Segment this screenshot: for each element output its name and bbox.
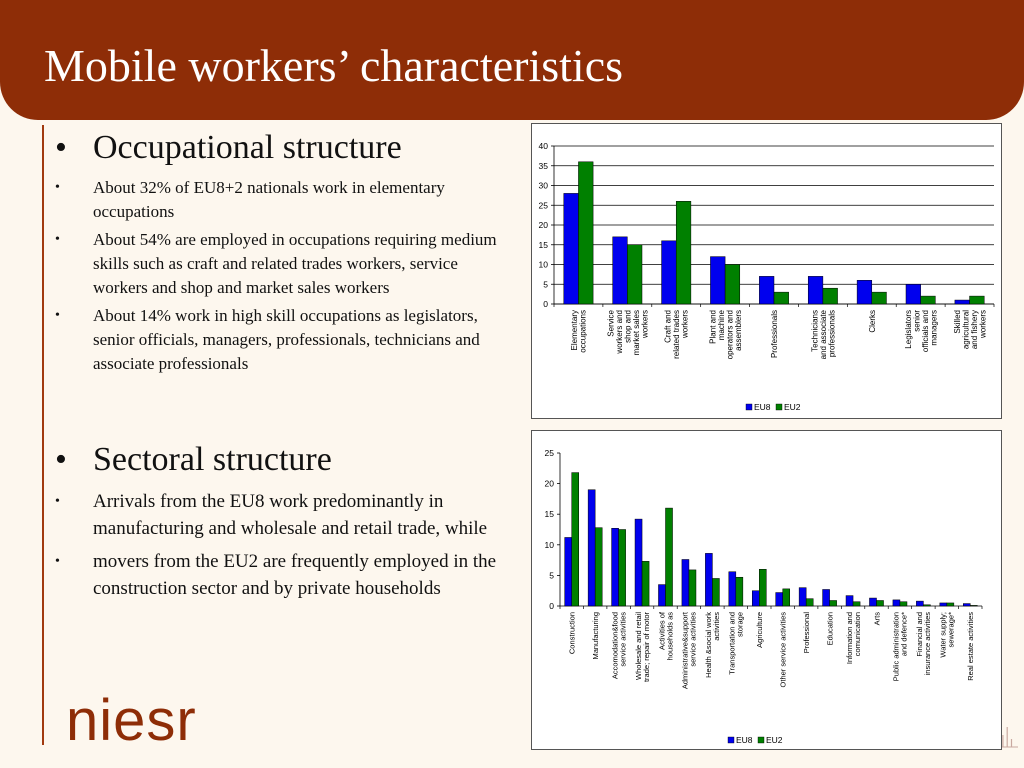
bar-eu8 — [752, 591, 759, 606]
left-divider — [42, 125, 44, 745]
bullet-icon: • — [55, 441, 67, 478]
bar-eu8 — [565, 537, 572, 606]
x-category-label — [728, 612, 745, 675]
x-category-label-line: and associate — [818, 310, 828, 360]
x-category-label-line: Construction — [567, 612, 577, 655]
y-tick-label: 0 — [549, 601, 554, 611]
bar-eu8 — [759, 276, 774, 304]
x-category-label — [872, 612, 881, 626]
x-category-label-line: service activities — [618, 612, 628, 667]
bar-eu8 — [857, 280, 872, 304]
bar-eu2 — [666, 508, 673, 606]
occupation-chart — [531, 123, 1002, 419]
bar-eu2 — [806, 599, 813, 606]
occupation-chart-svg — [532, 124, 1001, 418]
bullet-icon: • — [55, 308, 60, 323]
x-category-label — [570, 310, 588, 353]
legend-label: EU8 — [736, 735, 753, 745]
bar-eu2 — [921, 296, 936, 304]
bar-eu2 — [712, 578, 719, 606]
y-tick-label: 15 — [538, 239, 548, 250]
bar-eu8 — [682, 559, 689, 606]
x-category-label-line: Administrative&support — [680, 612, 690, 690]
x-category-label-line: Real estate activities — [966, 612, 976, 681]
bar-eu8 — [906, 284, 921, 304]
bar-eu2 — [970, 296, 985, 304]
bar-eu8 — [823, 589, 830, 606]
bar-eu2 — [947, 603, 954, 606]
bar-eu2 — [877, 600, 884, 606]
bar-eu2 — [783, 589, 790, 606]
bar-eu2 — [823, 288, 838, 304]
bar-eu2 — [689, 570, 696, 606]
x-category-label-line: workers — [978, 310, 988, 339]
x-category-label — [664, 310, 690, 359]
x-category-label-line: workers — [680, 310, 690, 339]
x-category-label-line: and defence* — [899, 612, 909, 657]
x-category-label-line: Health &social work — [704, 612, 714, 678]
x-category-label — [915, 612, 932, 676]
x-category-label — [810, 309, 836, 359]
niesr-logo: niesr — [66, 688, 197, 753]
x-category-label — [825, 612, 834, 645]
x-category-label-line: Information and — [844, 612, 854, 665]
y-tick-label: 10 — [538, 259, 548, 270]
heading-text: Occupational structure — [93, 129, 402, 166]
bullet-icon: • — [55, 180, 60, 195]
x-category-label — [634, 611, 651, 682]
x-category-label-line: operators and — [725, 310, 735, 360]
x-category-label — [708, 309, 743, 359]
x-category-label-line: service activities — [688, 612, 698, 667]
x-category-label-line: managers — [929, 310, 939, 346]
x-category-label-line: senior — [912, 310, 922, 332]
legend-swatch-eu2 — [776, 404, 782, 410]
y-tick-label: 5 — [543, 279, 548, 290]
x-category-label — [657, 611, 674, 660]
bar-eu2 — [736, 577, 743, 606]
bullet-item — [55, 228, 500, 300]
x-category-label — [892, 612, 909, 681]
bar-eu8 — [729, 572, 736, 606]
bar-eu2 — [970, 605, 977, 606]
x-category-label-line: Arts — [872, 612, 882, 626]
bar-eu8 — [963, 604, 970, 606]
y-tick-label: 0 — [543, 299, 548, 309]
x-category-label-line: workers — [640, 310, 650, 339]
bar-eu2 — [676, 201, 691, 304]
legend-label: EU2 — [766, 735, 783, 745]
bar-eu2 — [572, 473, 579, 606]
bar-eu8 — [710, 257, 725, 304]
x-category-label — [681, 611, 698, 689]
title-bar — [0, 0, 1024, 120]
x-category-label — [966, 612, 975, 681]
y-tick-label: 5 — [549, 570, 554, 581]
x-category-label-line: Elementary — [570, 310, 580, 351]
x-category-label — [779, 612, 788, 688]
y-tick-label: 25 — [538, 200, 548, 211]
x-category-label-line: trade; repair of motor — [641, 612, 651, 683]
bar-eu2 — [642, 561, 649, 606]
bar-eu8 — [564, 193, 579, 304]
x-category-label — [568, 612, 577, 654]
bar-eu2 — [595, 528, 602, 606]
x-category-label-line: Professional — [801, 612, 811, 654]
heading-text: Sectoral structure — [93, 441, 332, 478]
bar-eu8 — [612, 528, 619, 606]
bar-eu8 — [588, 490, 595, 606]
bar-eu8 — [705, 553, 712, 606]
x-category-label — [591, 612, 600, 660]
bullet-icon: • — [55, 554, 60, 569]
y-tick-label: 30 — [538, 180, 548, 191]
bar-eu2 — [578, 162, 593, 304]
x-category-label — [953, 310, 988, 349]
bar-eu2 — [627, 245, 642, 304]
bar-eu2 — [759, 569, 766, 606]
x-category-label-line: Other service activities — [778, 612, 788, 688]
sector-chart-svg — [532, 431, 1001, 749]
x-category-label-line: insurance activities — [923, 612, 933, 676]
sector-chart — [531, 430, 1002, 750]
bullet-item — [55, 488, 500, 542]
legend-label: EU8 — [754, 402, 771, 412]
x-category-label-line: market sales — [631, 310, 641, 356]
x-category-label-line: Plant and — [708, 310, 718, 344]
bar-eu2 — [853, 602, 860, 606]
bar-eu2 — [830, 600, 837, 606]
legend-swatch-eu8 — [746, 404, 752, 410]
x-category-label-line: professionals — [827, 310, 837, 358]
section-heading — [55, 440, 500, 480]
bullet-item — [55, 176, 500, 224]
x-category-label-line: Activities of — [657, 612, 667, 650]
bullet-text: movers from the EU2 are frequently employed in the construction sector and by private households — [93, 551, 497, 599]
x-category-label-line: Financial and — [915, 612, 925, 657]
x-category-label-line: Clerks — [867, 310, 877, 333]
legend-swatch-eu2 — [758, 737, 764, 743]
x-category-label-line: Education — [825, 612, 835, 646]
x-category-label-line: agricultural — [961, 310, 971, 350]
x-category-label-line: Legislators — [903, 310, 913, 349]
x-category-label-line: Skilled — [952, 310, 962, 334]
bar-eu8 — [776, 593, 783, 606]
bar-eu2 — [923, 605, 930, 606]
x-category-label-line: machine — [716, 310, 726, 341]
x-category-label-line: storage — [735, 612, 745, 638]
y-tick-label: 15 — [544, 509, 554, 520]
x-category-label-line: sewerage* — [946, 612, 956, 648]
section-occupational — [55, 128, 500, 380]
x-category-label — [770, 310, 779, 358]
x-category-label — [610, 612, 627, 679]
bullet-item — [55, 304, 500, 376]
bar-eu8 — [658, 585, 665, 606]
y-tick-label: 10 — [544, 539, 554, 550]
x-category-label-line: Manufacturing — [590, 612, 600, 660]
bar-eu8 — [916, 601, 923, 606]
slide-title: Mobile workers’ characteristics — [44, 40, 624, 91]
x-category-label-line: activities — [712, 612, 722, 641]
legend-swatch-eu8 — [728, 737, 734, 743]
x-category-label — [868, 310, 877, 333]
bar-eu8 — [635, 519, 642, 606]
legend-label: EU2 — [784, 402, 801, 412]
bar-eu2 — [872, 292, 887, 304]
x-category-label-line: workers and — [614, 310, 624, 354]
x-category-label-line: Wholesale and retail — [633, 612, 643, 680]
bullet-text: About 54% are employed in occupations requiring medium skills such as craft and related trades workers, service workers and shop and market sales workers — [93, 230, 497, 297]
bullet-text: Arrivals from the EU8 work predominantly in manufacturing and wholesale and retail trade, while — [93, 491, 488, 539]
x-category-label-line: Craft and — [663, 310, 673, 343]
x-category-label-line: households as — [665, 612, 675, 661]
x-category-label-line: Public administration — [891, 612, 901, 682]
x-category-label-line: related trades — [672, 310, 682, 359]
section-sectoral — [55, 440, 500, 608]
y-tick-label: 20 — [544, 478, 554, 489]
bullet-icon: • — [55, 232, 60, 247]
bullet-text: About 32% of EU8+2 nationals work in elementary occupations — [93, 178, 445, 221]
bar-eu8 — [613, 237, 628, 304]
x-category-label — [939, 612, 956, 658]
bar-eu8 — [869, 598, 876, 606]
bar-eu8 — [799, 588, 806, 606]
x-category-label-line: Transportation and — [727, 612, 737, 675]
x-category-label-line: officials and — [920, 310, 930, 353]
x-category-label — [606, 309, 649, 355]
x-category-label — [904, 310, 939, 352]
x-category-label — [845, 612, 862, 664]
x-category-label-line: Water supply; — [938, 612, 948, 658]
bar-eu2 — [725, 265, 740, 305]
bar-eu8 — [662, 241, 677, 304]
x-category-label — [704, 612, 721, 678]
x-category-label-line: shop and — [623, 310, 633, 343]
bar-eu8 — [893, 600, 900, 606]
x-category-label-line: Service — [606, 310, 616, 337]
bullet-item — [55, 548, 500, 602]
section-heading — [55, 128, 500, 168]
x-category-label-line: Technicians — [810, 310, 820, 352]
x-category-label-line: assemblers — [733, 310, 743, 351]
x-category-label-line: Accomodation&food — [610, 612, 620, 680]
bullet-icon: • — [55, 129, 67, 166]
x-category-label-line: Agriculture — [755, 612, 765, 648]
x-category-label — [802, 612, 811, 654]
x-category-label-line: comunication — [852, 612, 862, 657]
y-tick-label: 35 — [538, 160, 548, 171]
y-tick-label: 25 — [544, 448, 554, 458]
bar-eu2 — [900, 602, 907, 606]
y-tick-label: 40 — [538, 141, 548, 151]
bar-eu8 — [940, 603, 947, 606]
bullet-icon: • — [55, 494, 60, 509]
bar-eu2 — [619, 530, 626, 607]
x-category-label-line: occupations — [578, 310, 588, 353]
bar-eu2 — [774, 292, 789, 304]
bar-eu8 — [955, 300, 970, 304]
bar-eu8 — [846, 596, 853, 606]
bullet-text: About 14% work in high skill occupations as legislators, senior officials, managers, professionals, technicians and associate professionals — [93, 306, 480, 373]
x-category-label-line: and fishery — [969, 310, 979, 350]
bar-eu8 — [808, 276, 823, 304]
y-tick-label: 20 — [538, 220, 548, 230]
x-category-label — [755, 612, 764, 648]
x-category-label-line: Professionals — [769, 310, 779, 359]
